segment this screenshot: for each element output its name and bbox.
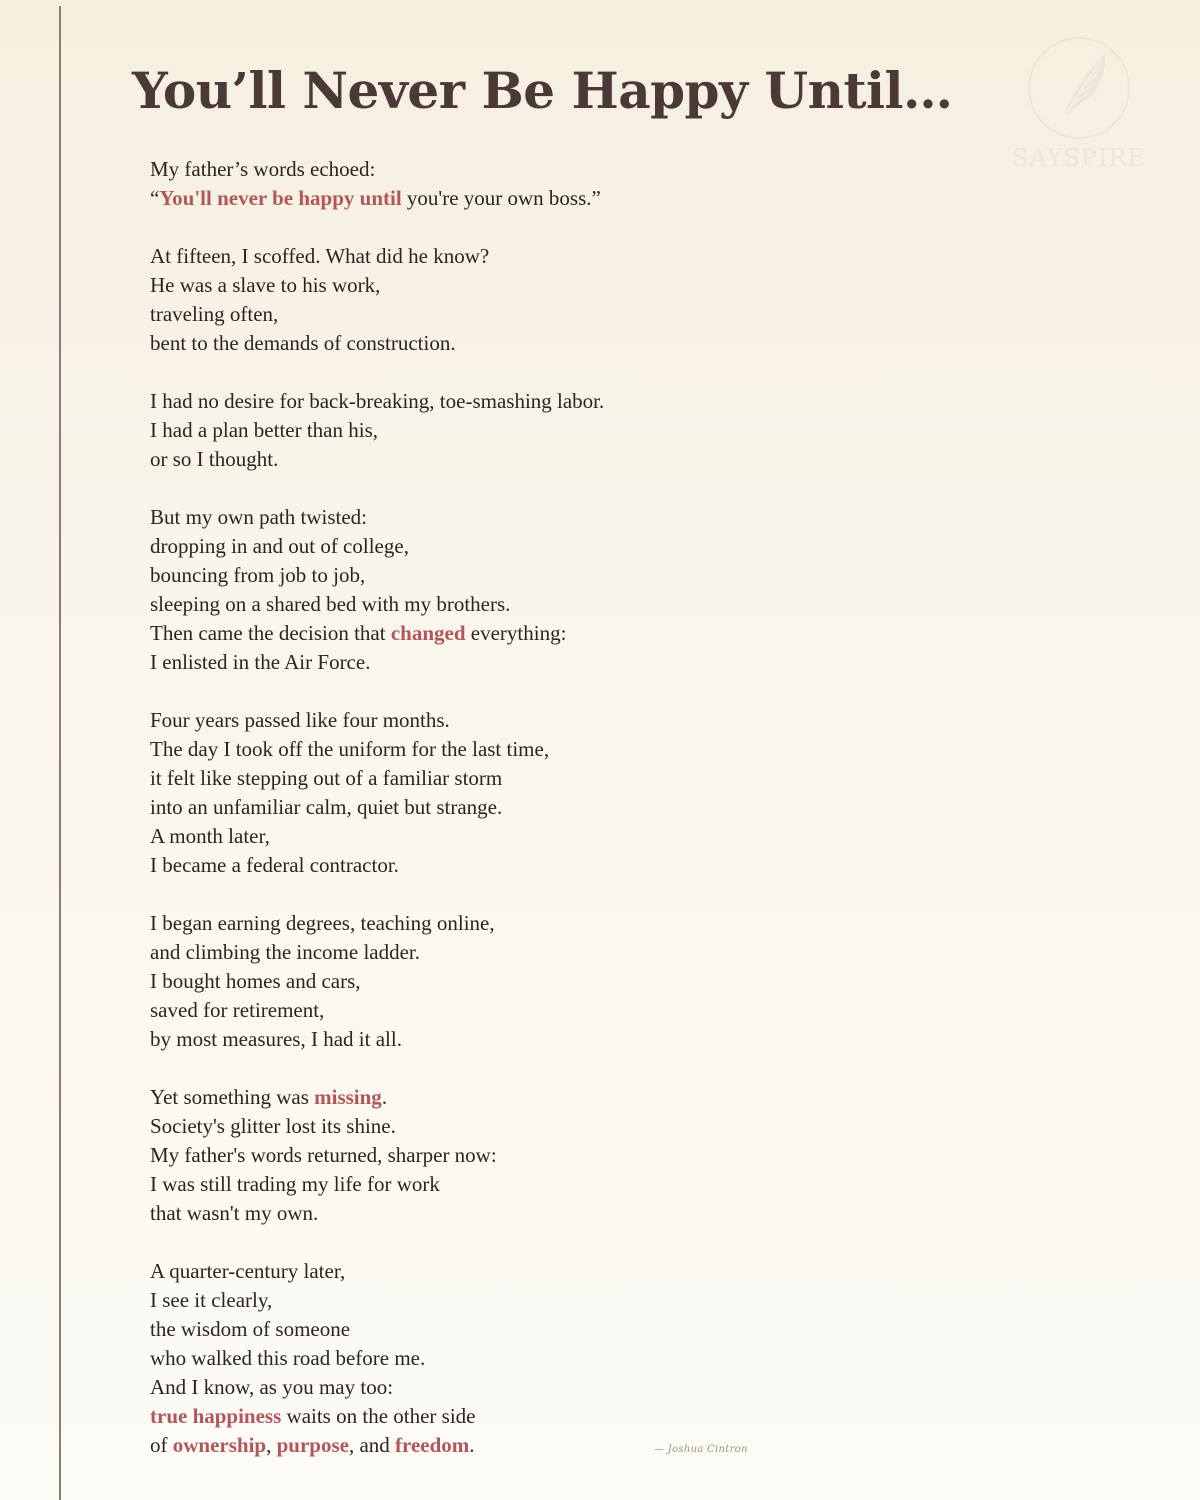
stanza-5 bbox=[150, 706, 1050, 880]
poem-line bbox=[150, 619, 1050, 648]
poem-line: He was a slave to his work, bbox=[150, 273, 381, 297]
line-text: . bbox=[381, 1085, 388, 1109]
poem-line: I became a federal contractor. bbox=[150, 853, 399, 877]
poem-line: I bought homes and cars, bbox=[150, 969, 361, 993]
line-text: Yet something was bbox=[150, 1085, 315, 1109]
poem-line: sleeping on a shared bed with my brothers. bbox=[150, 592, 511, 616]
poem-line: by most measures, I had it all. bbox=[150, 1027, 402, 1051]
line-text: of bbox=[150, 1433, 173, 1457]
poem-line: At fifteen, I scoffed. What did he know? bbox=[150, 244, 490, 268]
poem-line: I enlisted in the Air Force. bbox=[150, 650, 371, 674]
line-text: you're your own boss.” bbox=[401, 186, 601, 210]
poem-line: But my own path twisted: bbox=[150, 505, 367, 529]
poem-line: I had no desire for back-breaking, toe-smashing labor. bbox=[150, 389, 605, 413]
poem-line: dropping in and out of college, bbox=[150, 534, 409, 558]
poem-line: And I know, as you may too: bbox=[150, 1375, 394, 1399]
poem-line: A quarter-century later, bbox=[150, 1259, 346, 1283]
line-text: waits on the other side bbox=[281, 1404, 476, 1428]
poem-line: I was still trading my life for work bbox=[150, 1172, 440, 1196]
poem-line: I had a plan better than his, bbox=[150, 418, 379, 442]
left-border-rule bbox=[59, 6, 61, 1500]
line-text: . bbox=[469, 1433, 475, 1457]
highlight-word: ownership bbox=[172, 1433, 267, 1457]
stanza-3 bbox=[150, 387, 1050, 474]
highlight-word: purpose bbox=[276, 1433, 349, 1457]
poem-line: The day I took off the uniform for the last time, bbox=[150, 737, 550, 761]
highlight-phrase: true happiness bbox=[150, 1404, 282, 1428]
highlight-word: freedom bbox=[395, 1433, 470, 1457]
poem-line: that wasn't my own. bbox=[150, 1201, 319, 1225]
logo-wordmark: SAYSPIRE bbox=[1011, 144, 1147, 172]
poem-line: into an unfamiliar calm, quiet but strange. bbox=[150, 795, 503, 819]
poem-line: and climbing the income ladder. bbox=[150, 940, 421, 964]
poem-line bbox=[150, 1402, 1050, 1431]
feather-icon bbox=[1027, 36, 1131, 140]
poem-line: or so I thought. bbox=[150, 447, 279, 471]
poem-line: My father's words returned, sharper now: bbox=[150, 1143, 497, 1167]
poem-line: bent to the demands of construction. bbox=[150, 331, 456, 355]
poem-line: A month later, bbox=[150, 824, 270, 848]
poem-line: I began earning degrees, teaching online, bbox=[150, 911, 495, 935]
stanza-8 bbox=[150, 1257, 1050, 1460]
poem-line bbox=[150, 184, 1050, 213]
poem-line: Society's glitter lost its shine. bbox=[150, 1114, 396, 1138]
highlight-word: changed bbox=[390, 621, 466, 645]
stanza-1 bbox=[150, 155, 1050, 213]
poem-line bbox=[150, 1083, 1050, 1112]
line-text: everything: bbox=[465, 621, 567, 645]
highlight-word: missing bbox=[314, 1085, 382, 1109]
stanza-7 bbox=[150, 1083, 1050, 1228]
poem-line: saved for retirement, bbox=[150, 998, 325, 1022]
highlight-phrase: You'll never be happy until bbox=[159, 186, 402, 210]
stanza-2 bbox=[150, 242, 1050, 358]
poem-line: bouncing from job to job, bbox=[150, 563, 366, 587]
stanza-6 bbox=[150, 909, 1050, 1054]
poem-line: traveling often, bbox=[150, 302, 279, 326]
poem-line: Four years passed like four months. bbox=[150, 708, 450, 732]
line-text: “ bbox=[150, 186, 160, 210]
poem-line: My father’s words echoed: bbox=[150, 157, 376, 181]
line-text: , bbox=[266, 1433, 277, 1457]
poem-line bbox=[150, 1431, 1050, 1460]
poem-line: who walked this road before me. bbox=[150, 1346, 426, 1370]
poem-body bbox=[150, 155, 1050, 1489]
poem-line: it felt like stepping out of a familiar storm bbox=[150, 766, 503, 790]
poem-line: I see it clearly, bbox=[150, 1288, 273, 1312]
line-text: Then came the decision that bbox=[150, 621, 391, 645]
stanza-4 bbox=[150, 503, 1050, 677]
line-text: , and bbox=[348, 1433, 396, 1457]
author-signature: — Joshua Cintron bbox=[654, 1444, 748, 1455]
page-title: You’ll Never Be Happy Until… bbox=[132, 61, 953, 120]
poem-line: the wisdom of someone bbox=[150, 1317, 351, 1341]
